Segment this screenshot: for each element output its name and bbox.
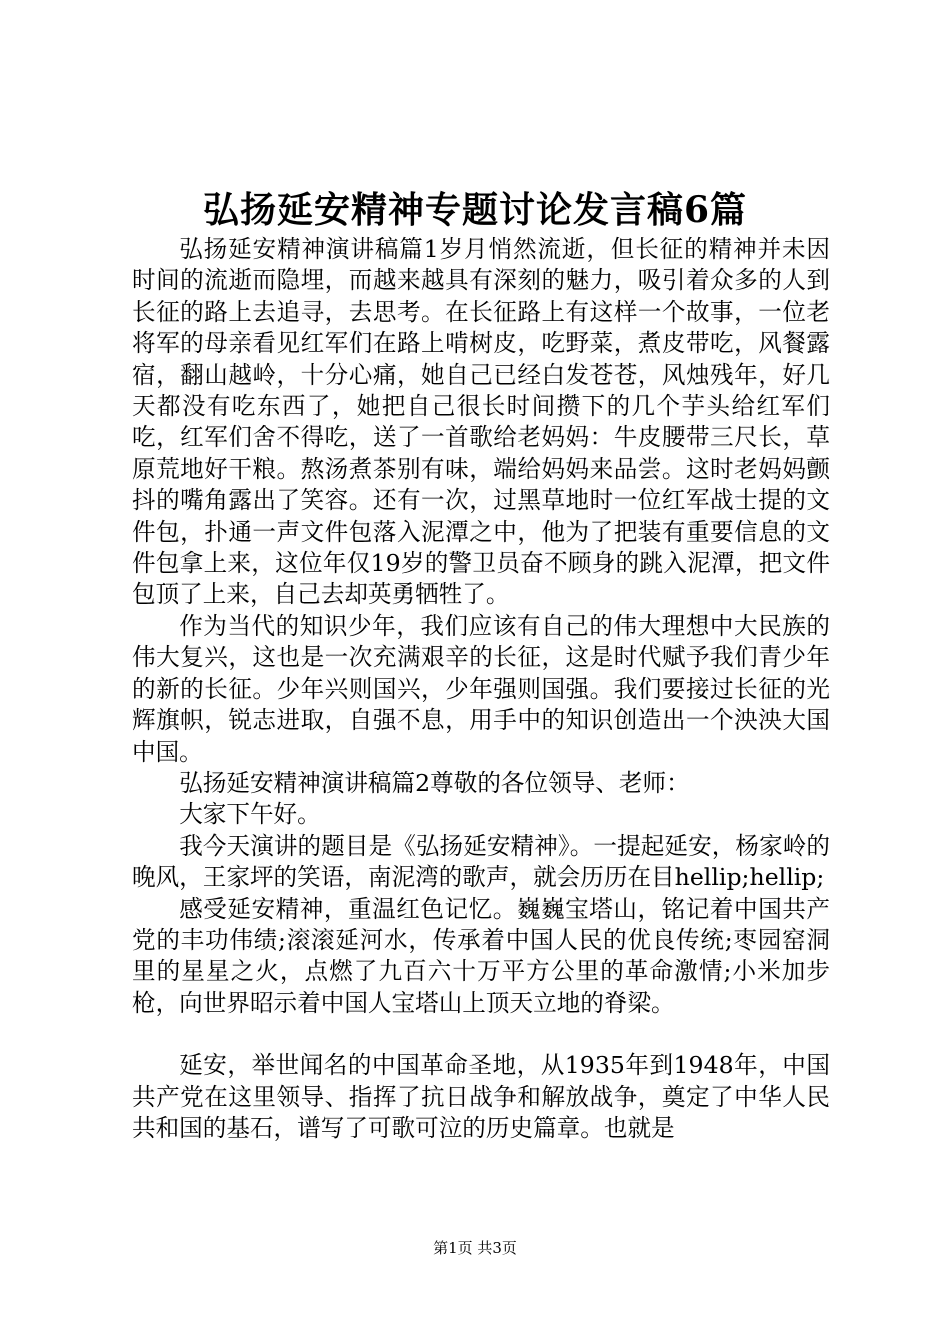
document-title: 弘扬延安精神专题讨论发言稿6篇: [202, 189, 748, 231]
paragraph: 延安，举世闻名的中国革命圣地，从1935年到1948年，中国共产党在这里领导、指挥了抗日战争和解放战争，奠定了中华人民共和国的基石，谱写了可歌可泣的历史篇章。也就是: [132, 1051, 830, 1142]
paragraph: 弘扬延安精神演讲稿篇1岁月悄然流逝，但长征的精神并未因时间的流逝而隐埋，而越来越具有深刻的魅力，吸引着众多的人到长征的路上去追寻，去思考。在长征路上有这样一个故事，一位老将军的母亲看见红军们在路上啃树皮，吃野菜，煮皮带吃，风餐露宿，翻山越岭，十分心痛，她自己已经白发苍苍，风烛残年，好几天都没有吃东西了，她把自己很长时间攒下的几个芋头给红军们吃，红军们舍不得吃，送了一首歌给老妈妈：牛皮腰带三尺长，草原荒地好干粮。熬汤煮茶别有味，端给妈妈来品尝。这时老妈妈颤抖的嘴角露出了笑容。还有一次，过黑草地时一位红军战士提的文件包，扑通一声文件包落入泥潭之中，他为了把装有重要信息的文件包拿上来，这位年仅19岁的警卫员奋不顾身的跳入泥潭，把文件包顶了上来，自己去却英勇牺牲了。: [132, 235, 830, 609]
paragraph: 弘扬延安精神演讲稿篇2尊敬的各位领导、老师：: [179, 768, 690, 797]
page-footer: 第1页 共3页: [433, 1239, 517, 1257]
document-body: [132, 234, 830, 1144]
paragraph: 感受延安精神，重温红色记忆。巍巍宝塔山，铭记着中国共产党的丰功伟绩;滚滚延河水，传承着中国人民的优良传统;枣园窑洞里的星星之火，点燃了九百六十万平方公里的革命激情;小米加步枪，向世界昭示着中国人宝塔山上顶天立地的脊梁。: [132, 894, 830, 1017]
paragraph: 大家下午好。: [179, 800, 321, 829]
paragraph: 我今天演讲的题目是《弘扬延安精神》。一提起延安，杨家岭的晚风，王家坪的笑语，南泥湾的歌声，就会历历在目hellip;hellip;: [132, 831, 830, 892]
paragraph: 作为当代的知识少年，我们应该有自己的伟大理想中大民族的伟大复兴，这也是一次充满艰辛的长征，这是时代赋予我们青少年的新的长征。少年兴则国兴，少年强则国强。我们要接过长征的光辉旗帜，锐志进取，自强不息，用手中的知识创造出一个泱泱大国中国。: [132, 611, 830, 766]
